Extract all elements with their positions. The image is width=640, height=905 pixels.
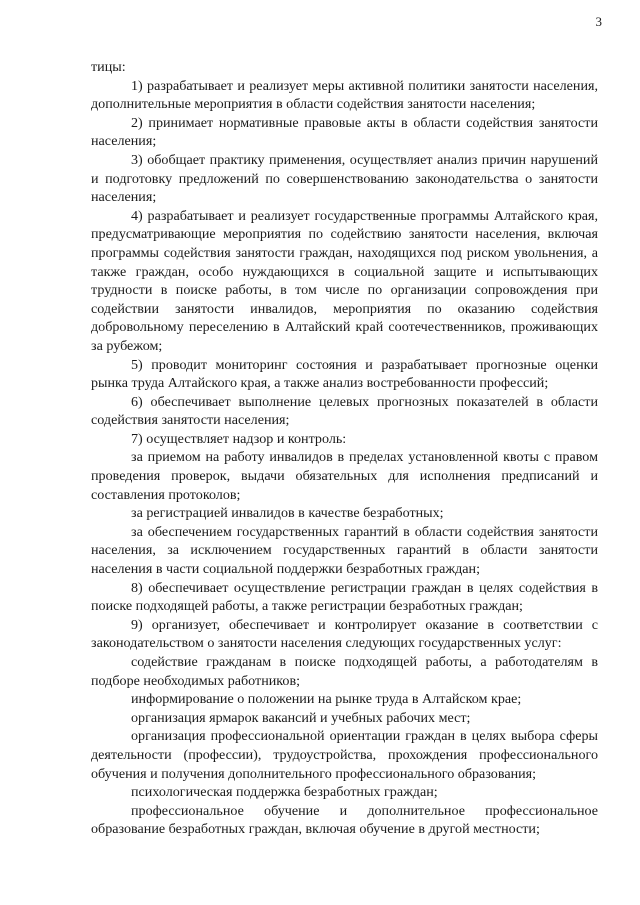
paragraph-service-labor-market-info: информирование о положении на рынке труда в Алтайском крае; <box>131 691 522 708</box>
paragraph-service-vocational-training: профессиональное обучение и дополнительное профессиональное образование безработных граждан, включая обучение в другой местности; <box>91 802 598 838</box>
paragraph-item-6: 6) обеспечивает выполнение целевых прогнозных показателей в области содействия занятости населения; <box>91 393 598 429</box>
paragraph-item-3: 3) обобщает практику применения, осуществляет анализ причин нарушений и подготовку предложений по совершенствованию законодательства о занятости населения; <box>91 151 598 206</box>
page-number: 3 <box>595 14 602 29</box>
paragraph-item-1: 1) разрабатывает и реализует меры активной политики занятости населения, дополнительные мероприятия в области содействия занятости населения; <box>91 77 598 113</box>
paragraph-item-9: 9) организует, обеспечивает и контролирует оказание в соответствии с законодательством о занятости населения следующих государственных услуг: <box>91 616 598 652</box>
paragraph-item-4: 4) разрабатывает и реализует государственные программы Алтайского края, предусматривающие мероприятия по содействию занятости населения, включая программы содействия занятости граждан, находящихся под риском увольнения, а также граждан, особо нуждающихся в социальной защите и испытывающих трудности в поиске работы, в том числе по организации сопровождения при содействии занятости инвалидов, мероприятия по оказанию содействия добровольному переселению в Алтайский край соотечественников, проживающих за рубежом; <box>91 207 598 354</box>
paragraph-continuation: тицы: <box>91 59 126 75</box>
paragraph-item-8: 8) обеспечивает осуществление регистрации граждан в целях содействия в поиске подходящей работы, а также регистрации безработных граждан; <box>91 579 598 615</box>
paragraph-subitem-7-registration: за регистрацией инвалидов в качестве безработных; <box>131 505 444 522</box>
paragraph-service-job-search: содействие гражданам в поиске подходящей работы, а работодателям в подборе необходимых работников; <box>91 654 598 689</box>
paragraph-item-5: 5) проводит мониторинг состояния и разрабатывает прогнозные оценки рынка труда Алтайского края, а также анализ востребованности профессий; <box>91 356 598 392</box>
document-body <box>91 58 598 839</box>
paragraph-subitem-7-quota: за приемом на работу инвалидов в пределах установленной квоты с правом проведения проверок, выдачи обязательных для исполнения предписаний и составления протоколов; <box>91 449 598 503</box>
paragraph-service-psychological-support: психологическая поддержка безработных граждан; <box>131 784 438 801</box>
paragraph-item-7: 7) осуществляет надзор и контроль: <box>131 430 347 447</box>
paragraph-subitem-7-guarantees: за обеспечением государственных гарантий в области содействия занятости населения, за исключением государственных гарантий в области занятости населения в части социальной поддержки безработных граждан; <box>91 523 598 578</box>
paragraph-item-2: 2) принимает нормативные правовые акты в области содействия занятости населения; <box>91 114 598 150</box>
paragraph-service-career-orientation: организация профессиональной ориентации граждан в целях выбора сферы деятельности (профессии), трудоустройства, прохождения профессионального обучения и получения дополнительного профессионального образования; <box>91 728 598 782</box>
paragraph-service-job-fairs: организация ярмарок вакансий и учебных рабочих мест; <box>131 709 471 726</box>
